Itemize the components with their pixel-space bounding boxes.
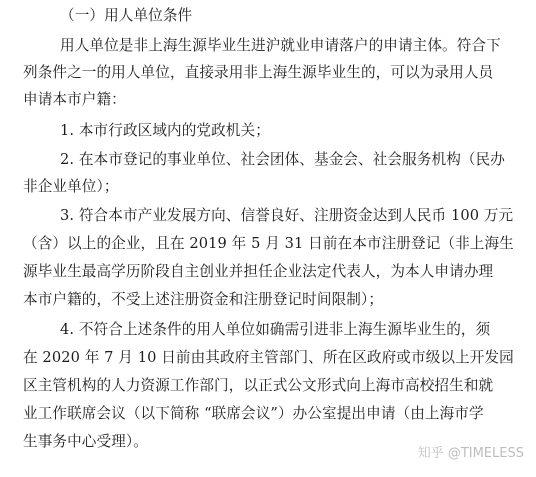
list-item-3-cont: 源毕业生最高学历阶段自主创业并担任企业法定代表人，为本人申请办理	[23, 263, 494, 280]
list-item-4-cont: 区主管机构的人力资源工作部门，以正式公文形式向上海市高校招生和就	[23, 377, 494, 394]
section-heading: （一）用人单位条件	[60, 7, 193, 24]
paragraph-line: 申请本市户籍：	[23, 91, 126, 108]
paragraph-line: 用人单位是非上海生源毕业生进沪就业申请落户的申请主体。符合下	[60, 37, 501, 54]
list-item-4-cont: 业工作联席会议（以下简称 “联席会议”）办公室提出申请（由上海市学	[23, 405, 484, 422]
paragraph-line: 列条件之一的用人单位，直接录用非上海生源毕业生的，可以为录用人员	[23, 64, 494, 81]
list-item-4-cont: 在 2020 年 7 月 10 日前由其政府主管部门、所在区政府或市级以上开发园	[23, 349, 514, 366]
list-item-3-cont: （含）以上的企业，且在 2019 年 5 月 31 日前在本市注册登记（非上海生	[23, 235, 514, 252]
list-item-2: 2. 在本市登记的事业单位、社会团体、基金会、社会服务机构（民办	[60, 151, 505, 168]
list-item-1: 1. 本市行政区域内的党政机关；	[60, 122, 270, 139]
list-item-4: 4. 不符合上述条件的用人单位如确需引进非上海生源毕业生的，须	[60, 321, 491, 338]
watermark	[418, 442, 524, 461]
list-item-3-cont: 本市户籍的，不受上述注册资金和注册登记时间限制）；	[23, 291, 384, 308]
watermark-text: 知乎 @TIMELESS	[417, 446, 524, 461]
list-item-4-cont: 生事务中心受理）。	[23, 433, 148, 450]
list-item-2-cont: 非企业单位）；	[23, 178, 119, 195]
list-item-3: 3. 符合本市产业发展方向、信誉良好、注册资金达到人民币 100 万元	[60, 207, 514, 224]
